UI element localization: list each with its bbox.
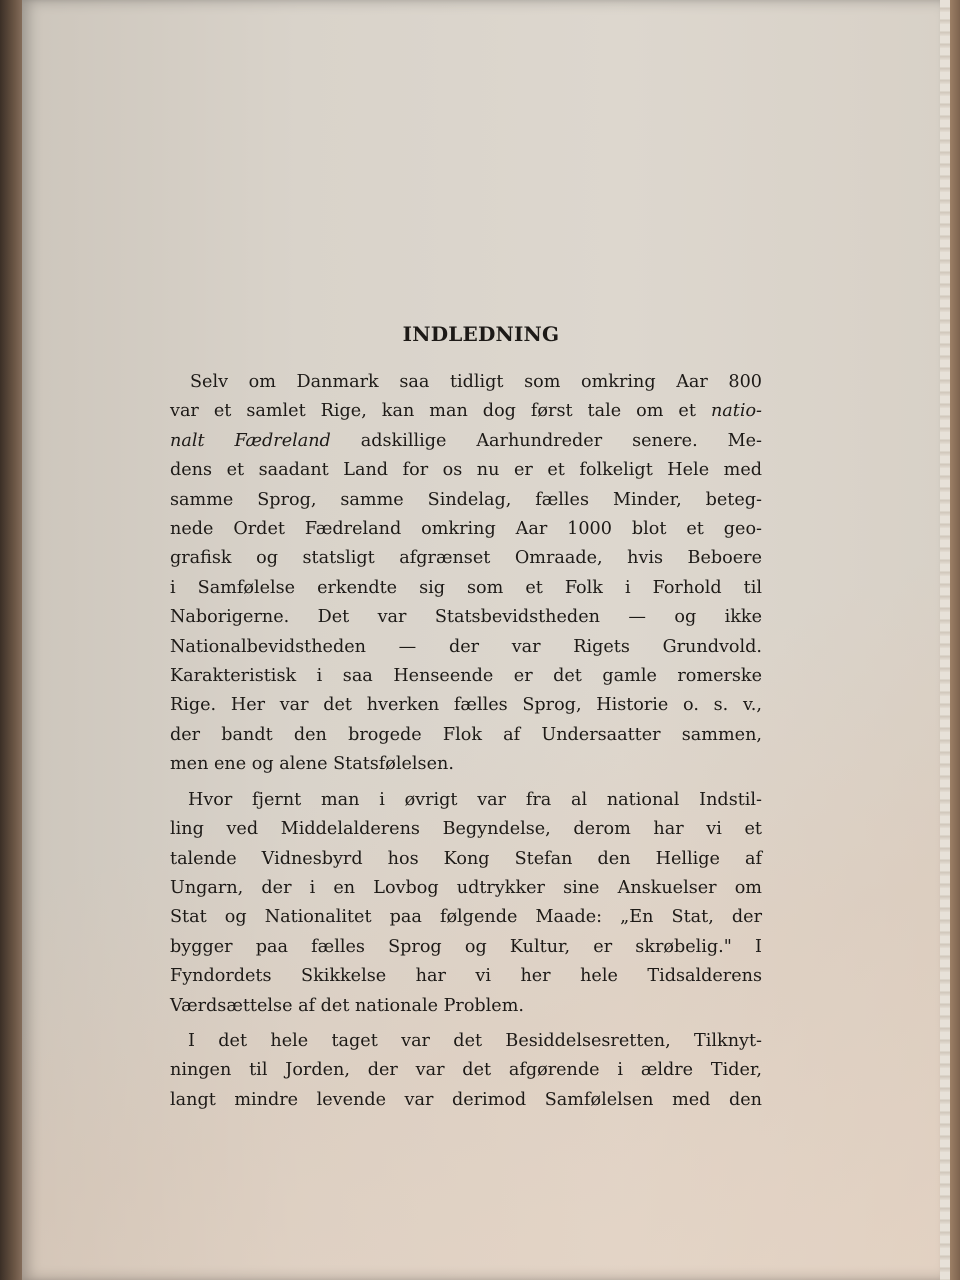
- text-line: nede Ordet Fædreland omkring Aar 1000 blot et geo-: [170, 519, 762, 540]
- text-line: bygger paa fælles Sprog og Kultur, er skrøbelig." I: [170, 936, 762, 957]
- text-line: Stat og Nationalitet paa følgende Maade: „En Stat, der: [170, 907, 762, 928]
- text-line: [170, 397, 762, 426]
- text-line: Nationalbevidstheden — der var Rigets Grundvold.: [170, 636, 762, 657]
- left-background-edge: [0, 0, 24, 1280]
- text-line: Karakteristisk i saa Henseende er det gamle romerske: [170, 666, 762, 687]
- text-line: ningen til Jorden, der var det afgørende i ældre Tider,: [170, 1060, 762, 1081]
- text-line: langt mindre levende var derimod Samfølelsen med den: [170, 1089, 762, 1110]
- italic-text-run: natio-: [710, 401, 762, 422]
- text-line: Værdsættelse af det nationale Problem.: [170, 995, 524, 1016]
- italic-text-run: nalt Fædreland: [170, 430, 331, 451]
- text-line: i Samfølelse erkendte sig som et Folk i Forhold til: [170, 577, 762, 598]
- paragraph-1: [170, 368, 762, 780]
- text-line: dens et saadant Land for os nu er et folkeligt Hele med: [170, 460, 762, 481]
- chapter-heading: INDLEDNING: [402, 322, 560, 346]
- text-line: Hvor fjernt man i øvrigt var fra al national Indstil-: [188, 789, 762, 810]
- text-line: grafisk og statsligt afgrænset Omraade, hvis Beboere: [170, 548, 762, 569]
- text-line: der bandt den brogede Flok af Undersaatter sammen,: [170, 724, 762, 745]
- page-text: [170, 322, 762, 1121]
- paragraph-2: [170, 786, 762, 1021]
- text-line: men ene og alene Statsfølelsen.: [170, 754, 454, 775]
- text-line: Fyndordets Skikkelse har vi her hele Tidsalderens: [170, 966, 762, 987]
- text-line: Naborigerne. Det var Statsbevidstheden — og ikke: [170, 607, 762, 628]
- text-run: var et samlet Rige, kan man dog først tale om et: [170, 401, 711, 422]
- text-run: adskillige Aarhundreder senere. Me-: [330, 430, 762, 451]
- text-line: I det hele taget var det Besiddelsesretten, Tilknyt-: [188, 1030, 762, 1051]
- text-line: talende Vidnesbyrd hos Kong Stefan den Hellige af: [170, 848, 762, 869]
- text-line: Selv om Danmark saa tidligt som omkring Aar 800: [190, 372, 762, 392]
- text-line: ling ved Middelalderens Begyndelse, derom har vi et: [170, 819, 762, 840]
- text-line: [170, 427, 762, 456]
- text-line: Ungarn, der i en Lovbog udtrykker sine Anskuelser om: [170, 877, 762, 898]
- text-line: samme Sprog, samme Sindelag, fælles Minder, beteg-: [170, 489, 762, 510]
- book-page: [22, 0, 944, 1280]
- deckled-page-edge: [940, 0, 950, 1280]
- text-line: Rige. Her var det hverken fælles Sprog, Historie o. s. v.,: [170, 695, 762, 716]
- paragraph-3: [170, 1027, 762, 1115]
